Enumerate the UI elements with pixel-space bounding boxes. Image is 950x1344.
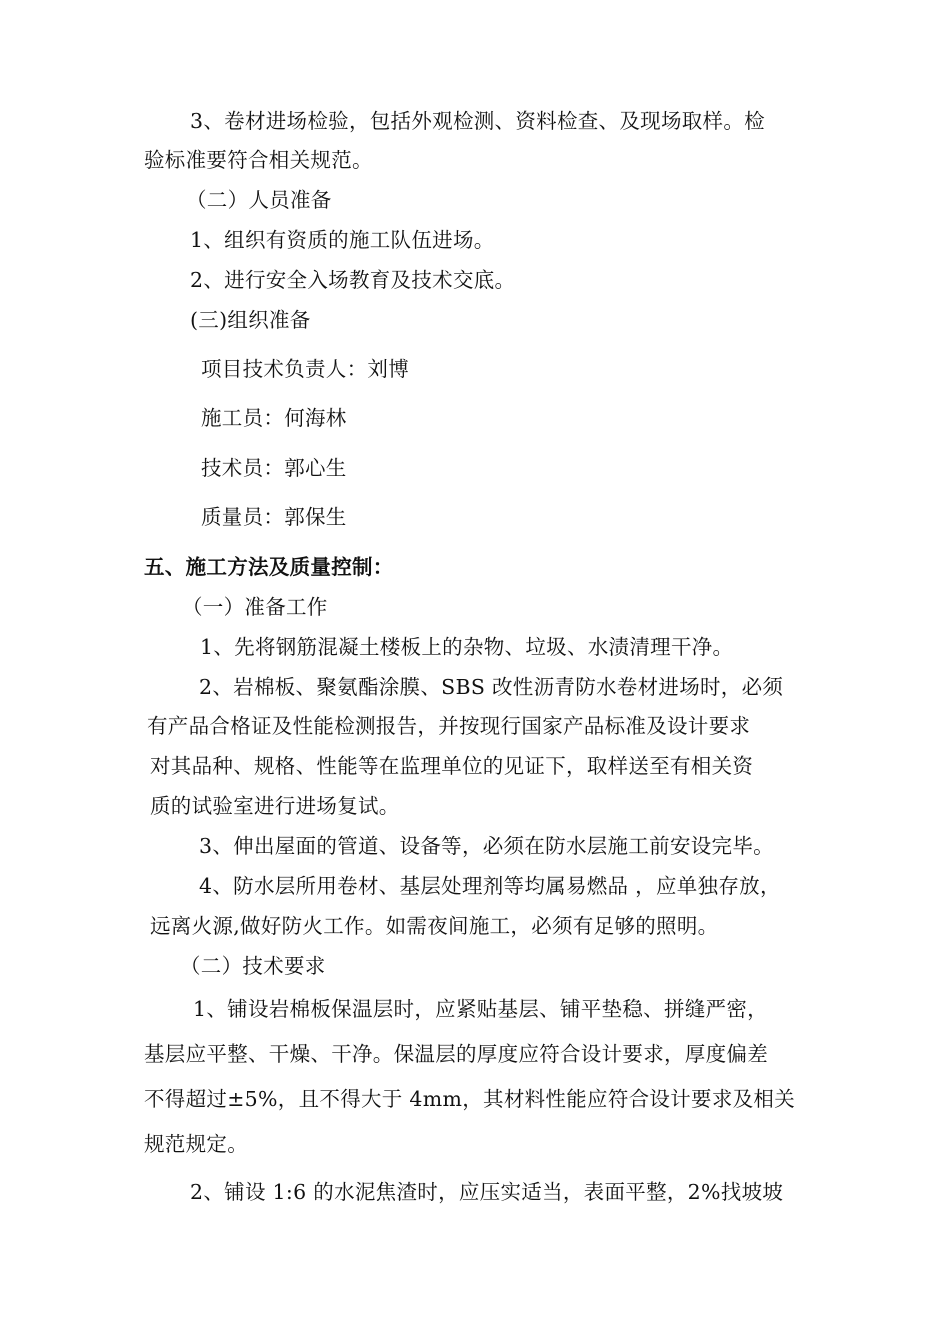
paragraph-line: 1、组织有资质的施工队伍进场。: [190, 228, 495, 252]
paragraph-line: 不得超过±5%，且不得大于 4mm，其材料性能应符合设计要求及相关: [144, 1087, 796, 1111]
paragraph-line: 对其品种、规格、性能等在监理单位的见证下，取样送至有相关资: [150, 754, 754, 778]
subsection-title: （一）准备工作: [182, 595, 328, 619]
staff-entry: 质量员：郭保生: [201, 505, 347, 529]
subsection-title: (三)组织准备: [190, 308, 311, 332]
paragraph-line: 4、防水层所用卷材、基层处理剂等均属易燃品 ，应单独存放，: [199, 874, 781, 898]
paragraph-line: 有产品合格证及性能检测报告，并按现行国家产品标准及设计要求: [147, 714, 751, 738]
paragraph-line: 验标准要符合相关规范。: [144, 148, 373, 172]
paragraph-line: 1、先将钢筋混凝土楼板上的杂物、垃圾、水渍清理干净。: [200, 635, 734, 659]
paragraph-line: 2、进行安全入场教育及技术交底。: [190, 268, 516, 292]
paragraph-line: 基层应平整、干燥、干净。保温层的厚度应符合设计要求，厚度偏差: [144, 1042, 768, 1066]
section-heading: 五、施工方法及质量控制：: [144, 555, 394, 579]
staff-entry: 施工员：何海林: [201, 406, 347, 430]
paragraph-line: 1、铺设岩棉板保温层时，应紧贴基层、铺平垫稳、拼缝严密，: [193, 997, 768, 1021]
subsection-title: （二）技术要求: [180, 954, 326, 978]
paragraph-line: 远离火源,做好防火工作。如需夜间施工，必须有足够的照明。: [150, 914, 719, 938]
paragraph-line: 3、伸出屋面的管道、设备等，必须在防水层施工前安设完毕。: [199, 834, 774, 858]
paragraph-line: 2、岩棉板、聚氨酯涂膜、SBS 改性沥青防水卷材进场时，必须: [199, 675, 784, 699]
paragraph-line: 质的试验室进行进场复试。: [150, 794, 400, 818]
subsection-title: （二）人员准备: [186, 188, 332, 212]
paragraph-line: 3、卷材进场检验，包括外观检测、资料检查、及现场取样。检: [190, 109, 765, 133]
staff-entry: 技术员：郭心生: [201, 456, 347, 480]
paragraph-line: 规范规定。: [144, 1132, 248, 1156]
staff-entry: 项目技术负责人：刘博: [201, 357, 409, 381]
paragraph-line: 2、铺设 1:6 的水泥焦渣时，应压实适当，表面平整，2%找坡坡: [190, 1180, 784, 1204]
